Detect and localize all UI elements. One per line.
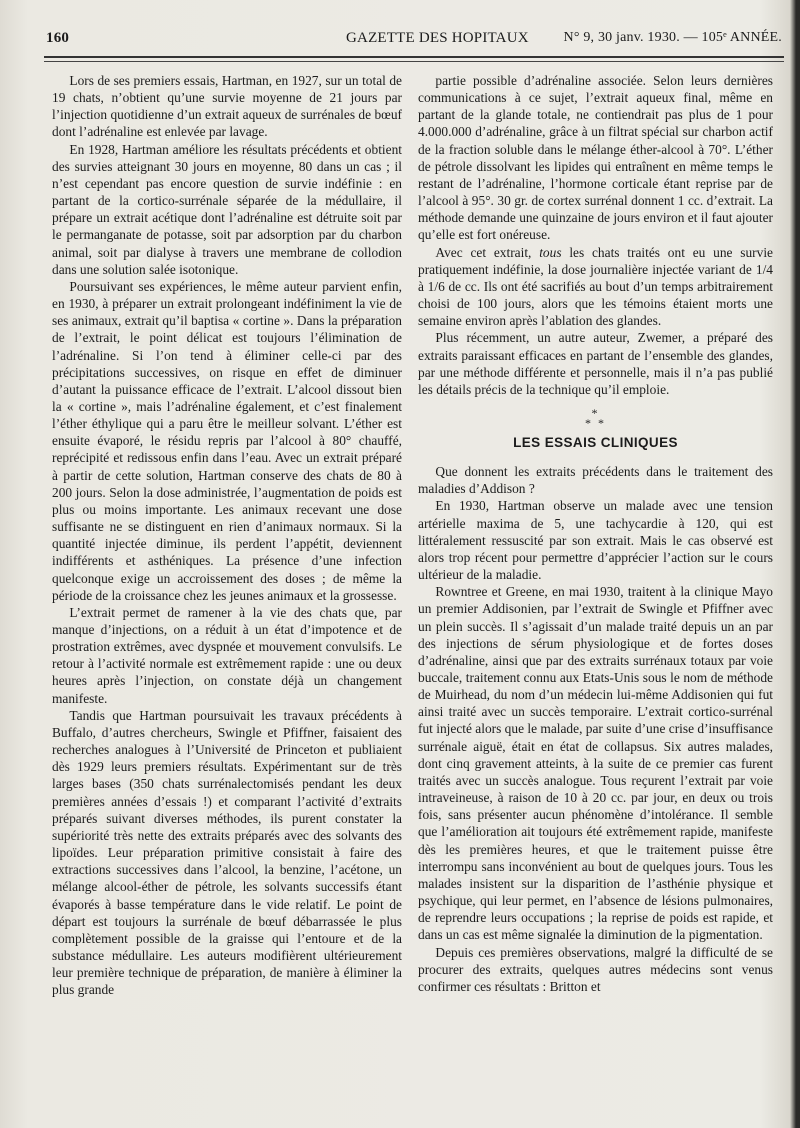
text-run: les chats traités ont eu une survie pratiquement indéfinie, la dose journalière injectée variant de 1/4 à 1/6 de cc. Ils ont été sacrifiés au bout d’un temps arbitrairement choisi de 100 jours, alors que les témoins étaient morts une semaine environ après l’ablation des glandes.	[418, 244, 773, 329]
emphasis: tous	[539, 244, 562, 260]
separator-stars: * *	[585, 415, 606, 430]
paragraph	[418, 244, 773, 330]
paragraph: L’extrait permet de ramener à la vie des chats que, par manque d’injections, on a réduit à un état d’impotence et de prostration extrêmes, avec dyspnée et mouvement convulsifs. Le retour à l’activité normale est extrêmement rapide : une ou deux heures après l’injection, on constate déjà un changement manifeste.	[52, 604, 402, 706]
page-number: 160	[46, 30, 70, 46]
journal-title: GAZETTE DES HOPITAUX	[346, 30, 529, 46]
paragraph: Plus récemment, un autre auteur, Zwemer, a préparé des extraits paraissant efficaces en partant de l’ensemble des glandes, par une méthode différente et personnelle, mais il n’a pas publié les détails précis de la technique qu’il emploie.	[418, 330, 773, 397]
paragraph: En 1930, Hartman observe un malade avec une tension artérielle maxima de 5, une tachycardie à 120, qui est littéralement ressuscité par son extrait. Mais le cas observé est alors trop récent pour permettre d’apprécier l’action sur le cours ultérieur de la maladie.	[418, 498, 773, 583]
paragraph: Que donnent les extraits précédents dans le traitement des maladies d’Addison ?	[418, 464, 773, 497]
left-column	[52, 72, 402, 998]
paragraph: Poursuivant ses expériences, le même auteur parvient enfin, en 1930, à préparer un extrait prolongeant indéfiniment la vie de ses animaux, extrait qu’il baptisa « cortine ». Dans la préparation de l’extrait, le point délicat est toujours l’élimination de l’adrénaline. Si l’on tend à éliminer celle-ci par des précipitations successives, on risque en effet de diminuer d’autant la puissance efficace de l’extrait. L’alcool dissout bien la « cortine », mais l’adrénaline également, et c’est finalement l’éther éthylique qui a paru être le meilleur solvant. L’éther est ensuite évaporé, le résidu repris par l’alcool à 80° chauffé, reprécipité et redissous enfin dans l’eau. Avec un extrait préparé à partir de cette solution, Hartman conserve des chats de 80 à 200 jours. Selon la dose administrée, l’augmentation de poids est plus ou moins importante. Les animaux recevant une dose suffisante ne se distinguent en rien d’animaux normaux. Si la quantité injectée diminue, ils perdent l’appétit, deviennent indifférents et asthéniques. La présence d’une infection quelconque exige un accroissement des doses ; de même la période de la croissance chez les jeunes animaux et la grossesse.	[52, 278, 402, 603]
header-rule-thick	[44, 56, 784, 58]
header-rule-thin	[44, 61, 784, 62]
paragraph: partie possible d’adrénaline associée. Selon leurs dernières communications à ce sujet, l’extrait aqueux final, même en partant de la glande totale, ne contiendrait pas plus de 1 pour 4.000.000 d’adrénaline, grâce à un filtrat spécial sur charbon actif de la fraction soluble dans le mélange éther-alcool à 70°. L’éther de pétrole dissolvant les lipides qui entraînent en même temps le restant de l’adrénaline, l’hormone corticale étant reprise par de l’alcool à 95°. 30 gr. de cortex surrénal donnent 1 cc. d’extrait. La méthode demande une quinzaine de jours environ et il faut ajouter qu’elle est fort onéreuse.	[418, 73, 773, 243]
separator-star: *	[591, 405, 600, 420]
text-run: Avec cet extrait,	[435, 244, 540, 260]
paragraph: Rowntree et Greene, en mai 1930, traitent à la clinique Mayo un premier Addisonien, par l’extrait de Swingle et Pfiffner avec un plein succès. Il s’agissait d’un malade traité depuis un an par des injections de sérum physiologique et de fortes doses d’adrénaline, ainsi que par des extraits surrénaux totaux par voie buccale, traitement connu aux Etats-Unis sous le nom de méthode de Muirhead, du nom d’un médecin lui-même Addisonien qui fut ainsi traité avec un succès temporaire. L’extrait cortico-surrénal fut injecté alors que le malade, par suite d’une crise d’insuffisance surrénale aiguë, était en état de collapsus. Six autres malades, dont cinq gravement atteints, à la suite de ce premier cas furent traités avec un succès analogue. Tous reçurent l’extrait par voie intraveineuse, à raison de 10 à 20 cc. par jour, en deux ou trois fois, sans présenter aucun phénomène d’intolérance. Il semble que l’amélioration ait toujours été extrêmement rapide, manifeste dès les premières heures, et que le traitement puisse être interrompu sans inconvénient au bout de quelques jours. Tous les malades insistent sur la disparition de l’asthénie physique et psychique, qui leur permet, en l’absence de lésions pulmonaires, de reprendre leurs occupations ; la reprise de poids est rapide, et dans un cas est même signalée la diminution de la pigmentation.	[418, 584, 773, 943]
right-column	[418, 72, 773, 995]
paragraph: Lors de ses premiers essais, Hartman, en 1927, sur un total de 19 chats, n’obtient qu’une survie moyenne de 21 jours par l’injection quotidienne d’un extrait aqueux de surrénales de bœuf dont l’adrénaline est enlevée par lavage.	[52, 73, 402, 140]
running-head	[46, 30, 784, 52]
section-separator	[418, 405, 773, 430]
paragraph: En 1928, Hartman améliore les résultats précédents et obtient des survies atteignant 30 jours en moyenne, 80 dans un cas ; il n’est cependant pas encore question de survie indéfinie : en partant de la cortico-surrénale séparée de la médullaire, il prépare un extrait acétique dont l’adrénaline est détruite soit par le permanganate de potasse, soit par adsorption par du charbon animal, soit par dialyse à travers une membrane de collodion dans une solution salée isotonique.	[52, 141, 402, 277]
paragraph: Depuis ces premières observations, malgré la difficulté de se procurer des extraits, quelques autres médecins sont venus confirmer ces résultats : Britton et	[418, 944, 773, 994]
paragraph: Tandis que Hartman poursuivait les travaux précédents à Buffalo, d’autres chercheurs, Swingle et Pfiffner, faisaient des recherches analogues à l’Université de Princeton et publiaient dès 1929 leurs premiers résultats. Expérimentant sur de très larges bases (350 chats surrénalectomisés pendant les deux premières années d’essais !) et comparant l’activité d’extraits préparés suivant diverses méthodes, ils purent constater la supériorité très nette des extraits préparés avec des solvants des lipoïdes. Leur préparation primitive consistait à faire des extractions successives dans l’alcool, la benzine, l’acétone, un mélange alcool-éther de pétrole, les solvants successifs étant évaporés à basse température dans le vide relatif. Le point de départ est toujours la surrénale de bœuf débarrassée le plus complètement possible de la graisse qui l’entoure et de la substance médullaire. Les auteurs modifièrent ultérieurement leur première technique de préparation, de manière à éliminer la plus grande	[52, 707, 402, 998]
section-heading: LES ESSAIS CLINIQUES	[513, 434, 678, 450]
issue-info: N° 9, 30 janv. 1930. — 105ᵉ ANNÉE.	[563, 30, 782, 45]
